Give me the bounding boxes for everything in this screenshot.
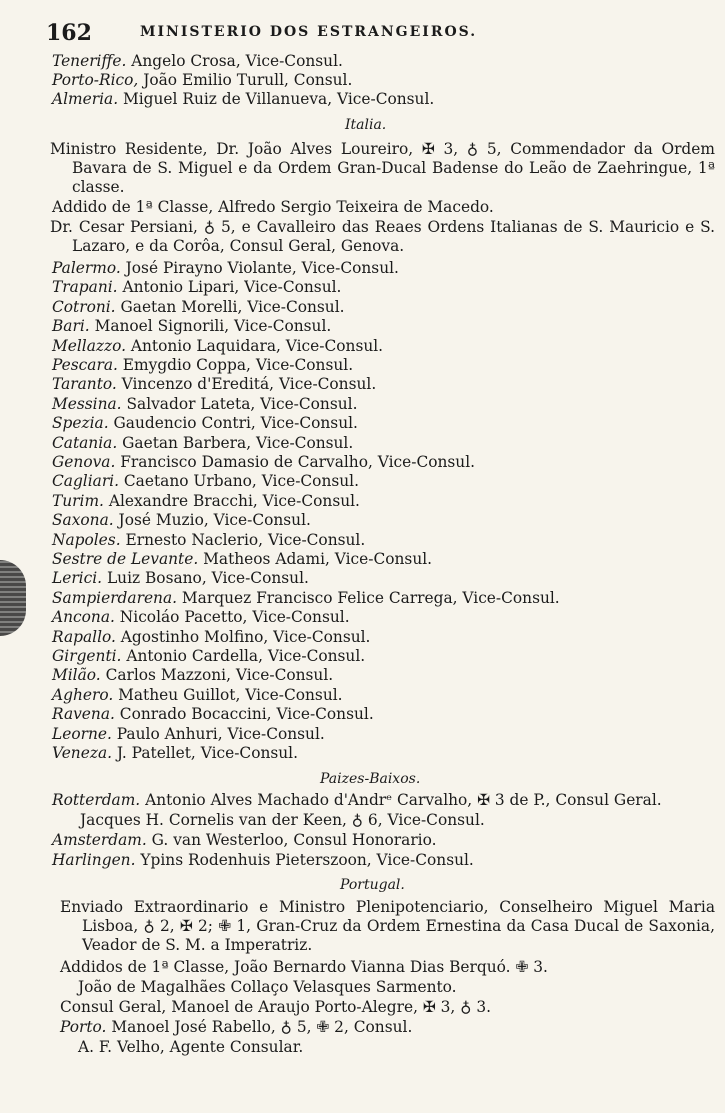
entry-text: João de Magalhães Collaço Velasques Sarmento. xyxy=(78,978,457,996)
entry-text: Matheos Adami, Vice-Consul. xyxy=(198,550,433,568)
place-name: Veneza. xyxy=(52,744,113,762)
list-item xyxy=(60,958,710,977)
list-item xyxy=(52,492,702,511)
place-name: Saxona. xyxy=(52,511,114,530)
entry-text: João Emilio Turull, Consul. xyxy=(138,71,353,89)
entry-text: Marquez Francisco Felice Carrega, Vice-Consul. xyxy=(177,588,560,607)
place-name: Trapani. xyxy=(52,278,118,297)
list-item xyxy=(60,998,710,1017)
entry-text: Vincenzo d'Ereditá, Vice-Consul. xyxy=(116,375,377,394)
list-item xyxy=(52,395,702,414)
place-name: Cotroni. xyxy=(52,297,116,316)
list-item xyxy=(78,978,725,997)
place-name: Turim. xyxy=(52,491,104,510)
list-item xyxy=(52,705,702,724)
entry-text: G. van Westerloo, Consul Honorario. xyxy=(146,831,437,849)
list-item xyxy=(52,298,702,317)
list-item xyxy=(60,1018,710,1037)
section-heading-italia: Italia. xyxy=(345,117,387,133)
entry-text: Salvador Lateta, Vice-Consul. xyxy=(121,394,358,413)
entry-text: Gaudencio Contri, Vice-Consul. xyxy=(108,414,358,433)
entry-text: Jacques H. Cornelis van der Keen, ♁ 6, Vice-Consul. xyxy=(80,811,485,829)
list-item xyxy=(52,851,702,870)
entry-text: A. F. Velho, Agente Consular. xyxy=(78,1038,304,1056)
list-item xyxy=(52,589,702,608)
entry-text: Agostinho Molfino, Vice-Consul. xyxy=(115,627,371,646)
entry-text: Antonio Alves Machado d'Andrᵉ Carvalho, ✠ 3 de P., Consul Geral. xyxy=(140,791,662,809)
place-name: Genova. xyxy=(52,453,116,471)
place-name: Catania. xyxy=(52,433,118,452)
entry-text: Consul Geral, Manoel de Araujo Porto-Alegre, ✠ 3, ♁ 3. xyxy=(60,998,492,1016)
place-name: Ravena. xyxy=(52,705,115,724)
place-name: Spezia. xyxy=(52,414,109,433)
place-name: Messina. xyxy=(52,394,122,413)
list-item xyxy=(52,337,702,356)
place-name: Aghero. xyxy=(52,685,114,704)
entry-text: Ypins Rodenhuis Pieterszoon, Vice-Consul. xyxy=(135,851,474,869)
place-name: Pescara. xyxy=(52,356,118,374)
list-item xyxy=(52,71,702,90)
entry-text: Antonio Laquidara, Vice-Consul. xyxy=(126,336,384,355)
place-name: Napoles. xyxy=(52,530,121,549)
attache-entry: Addido de 1ª Classe, Alfredo Sergio Teixeira de Macedo. xyxy=(52,198,494,216)
list-item xyxy=(52,317,702,336)
list-item xyxy=(52,647,702,666)
place-name: Ancona. xyxy=(52,608,115,627)
list-item xyxy=(52,686,702,705)
consul-general-entry: Dr. Cesar Persiani, ♁ 5, e Cavalleiro das Reaes Ordens Italianas de S. Mauricio e S. Lazaro, e da Corôa, Consul Geral, Genova. xyxy=(50,218,715,255)
place-name: Girgenti. xyxy=(52,647,122,665)
list-item xyxy=(52,531,702,550)
place-name: Porto-Rico, xyxy=(52,71,139,89)
minister-entry: Ministro Residente, Dr. João Alves Loureiro, ✠ 3, ♁ 5, Commendador da Ordem Bavara de S. Miguel e da Ordem Gran-Ducal Badense do Leão de Zaehringue, 1ª classe. xyxy=(50,140,715,196)
entry-text: Angelo Crosa, Vice-Consul. xyxy=(126,52,343,70)
entry-text: Gaetan Morelli, Vice-Consul. xyxy=(115,297,345,316)
place-name: Rotterdam. xyxy=(52,791,141,809)
place-name: Teneriffe. xyxy=(52,52,127,70)
list-item xyxy=(52,511,702,530)
entry-text: Luiz Bosano, Vice-Consul. xyxy=(102,569,309,588)
place-name: Porto. xyxy=(60,1018,107,1036)
place-name: Cagliari. xyxy=(52,472,119,491)
entry-text: Conrado Bocaccini, Vice-Consul. xyxy=(114,705,374,724)
list-item xyxy=(52,608,702,627)
envoy-entry: Enviado Extraordinario e Ministro Plenipotenciario, Conselheiro Miguel Maria Lisboa, ♁ 2, ✠ 2; ✙ 1, Gran-Cruz da Ordem Ernestina da Casa Ducal de Saxonia, Veador de S. M. a Imperatriz. xyxy=(60,898,715,954)
entry-text: Manoel José Rabello, ♁ 5, ✙ 2, Consul. xyxy=(106,1018,413,1036)
list-item xyxy=(52,744,702,763)
running-head: MINISTERIO DOS ESTRANGEIROS. xyxy=(140,24,478,40)
list-item xyxy=(52,90,702,109)
list-item xyxy=(52,666,702,685)
entry-text: José Muzio, Vice-Consul. xyxy=(113,511,311,530)
entry-text: Ernesto Naclerio, Vice-Consul. xyxy=(120,530,366,549)
list-item xyxy=(52,472,702,491)
place-name: Bari. xyxy=(52,317,90,336)
place-name: Almeria. xyxy=(52,90,119,108)
entry-text: Miguel Ruiz de Villanueva, Vice-Consul. xyxy=(118,90,435,108)
list-item xyxy=(52,725,702,744)
entry-text: J. Patellet, Vice-Consul. xyxy=(112,744,298,762)
list-item xyxy=(52,356,702,375)
entry-text: Emygdio Coppa, Vice-Consul. xyxy=(117,356,354,374)
list-item xyxy=(52,259,702,278)
entry-text: Carlos Mazzoni, Vice-Consul. xyxy=(100,666,334,685)
entry-text: Paulo Anhuri, Vice-Consul. xyxy=(111,724,325,743)
list-item xyxy=(52,550,702,569)
place-name: Lerici. xyxy=(52,569,103,588)
list-item xyxy=(52,278,702,297)
list-item xyxy=(52,569,702,588)
place-name: Sestre de Levante. xyxy=(52,550,199,568)
list-item xyxy=(52,831,702,850)
place-name: Rapallo. xyxy=(52,627,116,646)
entry-text: Antonio Cardella, Vice-Consul. xyxy=(121,647,366,665)
place-name: Mellazzo. xyxy=(52,336,126,355)
entry-text: Antonio Lipari, Vice-Consul. xyxy=(117,278,342,297)
list-item xyxy=(52,453,702,472)
place-name: Palermo. xyxy=(52,259,121,277)
list-item xyxy=(52,52,702,71)
entry-text: Matheu Guillot, Vice-Consul. xyxy=(113,685,343,704)
entry-text: Addidos de 1ª Classe, João Bernardo Vianna Dias Berquó. ✙ 3. xyxy=(60,958,548,976)
section-heading-paizes-baixos: Paizes-Baixos. xyxy=(320,771,421,787)
place-name: Taranto. xyxy=(52,375,117,394)
binding-mark xyxy=(0,560,26,636)
place-name: Harlingen. xyxy=(52,851,136,869)
place-name: Sampierdarena. xyxy=(52,588,178,607)
list-item xyxy=(52,791,702,810)
list-item xyxy=(80,811,725,830)
page-number: 162 xyxy=(46,20,92,46)
entry-text: Alexandre Bracchi, Vice-Consul. xyxy=(103,491,360,510)
section-heading-portugal: Portugal. xyxy=(340,877,405,893)
place-name: Amsterdam. xyxy=(52,831,147,849)
place-name: Milão. xyxy=(52,666,101,685)
place-name: Leorne. xyxy=(52,724,112,743)
list-item xyxy=(78,1038,725,1057)
list-item xyxy=(52,628,702,647)
page-header xyxy=(0,20,725,46)
list-item xyxy=(52,375,702,394)
entry-text: Manoel Signorili, Vice-Consul. xyxy=(89,317,332,336)
entry-text: Caetano Urbano, Vice-Consul. xyxy=(119,472,359,491)
entry-text: Gaetan Barbera, Vice-Consul. xyxy=(117,433,354,452)
list-item xyxy=(52,414,702,433)
entry-text: José Pirayno Violante, Vice-Consul. xyxy=(120,259,399,277)
entry-text: Nicoláo Pacetto, Vice-Consul. xyxy=(114,608,350,627)
list-item xyxy=(52,434,702,453)
entry-text: Francisco Damasio de Carvalho, Vice-Consul. xyxy=(115,453,476,471)
